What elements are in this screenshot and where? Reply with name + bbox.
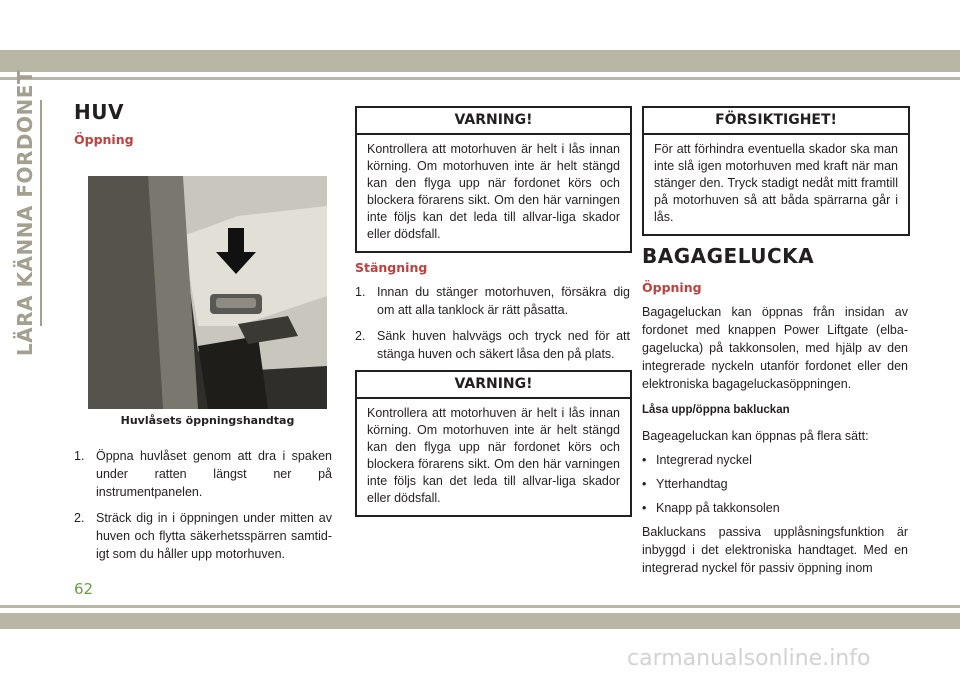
warning-title: VARNING!: [357, 108, 630, 135]
column-liftgate: [642, 244, 908, 577]
footer-rule: [0, 605, 960, 608]
watermark: carmanualsonline.info: [627, 646, 871, 671]
caution-text: För att förhindra eventuella skador ska man inte slå igen motorhuven med kraft när man stänger den. Tryck stadigt nedåt mitt framtill på motorhuven så att båda spärrarna går i lås.: [654, 142, 898, 224]
list-item: 2. Sänk huven halvvägs och tryck ned för att stänga huven och säkert låsa den på plats.: [355, 329, 630, 361]
hood-steps: [74, 447, 332, 571]
section-heading-hood: HUV: [74, 100, 124, 124]
subheading-opening: Öppning: [74, 132, 134, 147]
warning-text: Kontrollera att motorhuven är helt i lås innan körning. Om motorhuven inte är helt stängd kan den flyga upp när fordonet körs och blockera förarens sikt. Om den här varningen inte följs kan det leda till allvar-liga skador eller dödsfall.: [367, 406, 620, 505]
chapter-title: LÄRA KÄNNA FORDONET: [13, 69, 38, 357]
header-rule: [0, 77, 960, 80]
list-item: 2. Sträck dig in i öppningen under mitten av huven och flytta säkerhetsspärren samtid-igt som du håller upp motorhuven.: [74, 511, 332, 561]
passive-unlock-text: Bakluckans passiva upplåsningsfunktion är inbyggd i det elektroniska handtaget. Med en integrerad nyckel för passiv öppning inom: [642, 525, 908, 575]
opening-steps-list: [74, 447, 332, 563]
photo-caption: Huvlåsets öppningshandtag: [120, 414, 295, 427]
warning-box-1: [355, 106, 632, 253]
caution-title: FÖRSIKTIGHET!: [644, 108, 908, 135]
opening-methods-list: [642, 451, 908, 517]
list-item: • Integrerad nyckel: [642, 451, 908, 469]
warning-text: Kontrollera att motorhuven är helt i lås innan körning. Om motorhuven inte är helt stängd kan den flyga upp när fordonet körs och blockera förarens sikt. Om den här varningen inte följs kan det leda till allvar-liga skador eller dödsfall.: [367, 142, 620, 241]
header-band: [0, 50, 960, 72]
list-item: • Knapp på takkonsolen: [642, 499, 908, 517]
subheading-closing: Stängning: [355, 260, 428, 275]
ways-intro: Bageageluckan kan öppnas på flera sätt:: [642, 429, 869, 443]
liftgate-intro: Bagageluckan kan öppnas från insidan av fordonet med knappen Power Liftgate (elba-gagelucka) på takkonsolen, med hjälp av den integrerade nyckeln utanför fordonet eller den elektroniska bagageluckasöppningen.: [642, 305, 908, 391]
footer-band: [0, 613, 960, 629]
closing-steps-list: [355, 283, 630, 363]
list-item: 1. Innan du stänger motorhuven, försäkra dig om att alla tanklock är rätt påsatta.: [355, 285, 630, 317]
page-number: 62: [74, 580, 94, 598]
warning-box-2: [355, 370, 632, 517]
list-item: 1. Öppna huvlåset genom att dra i spaken under ratten längst ner på instrumentpanelen.: [74, 449, 332, 499]
section-heading-liftgate: BAGAGELUCKA: [642, 244, 815, 268]
chapter-side-tab: [8, 69, 42, 357]
list-item: • Ytterhandtag: [642, 475, 908, 493]
caution-box: [642, 106, 910, 236]
minor-heading: Låsa upp/öppna bakluckan: [642, 404, 790, 416]
subheading-liftgate-opening: Öppning: [642, 280, 702, 295]
warning-title: VARNING!: [357, 372, 630, 399]
column-hood: [74, 100, 330, 147]
chapter-rule: [40, 100, 42, 326]
closing-section: [355, 260, 630, 371]
hood-release-photo: [88, 176, 327, 409]
